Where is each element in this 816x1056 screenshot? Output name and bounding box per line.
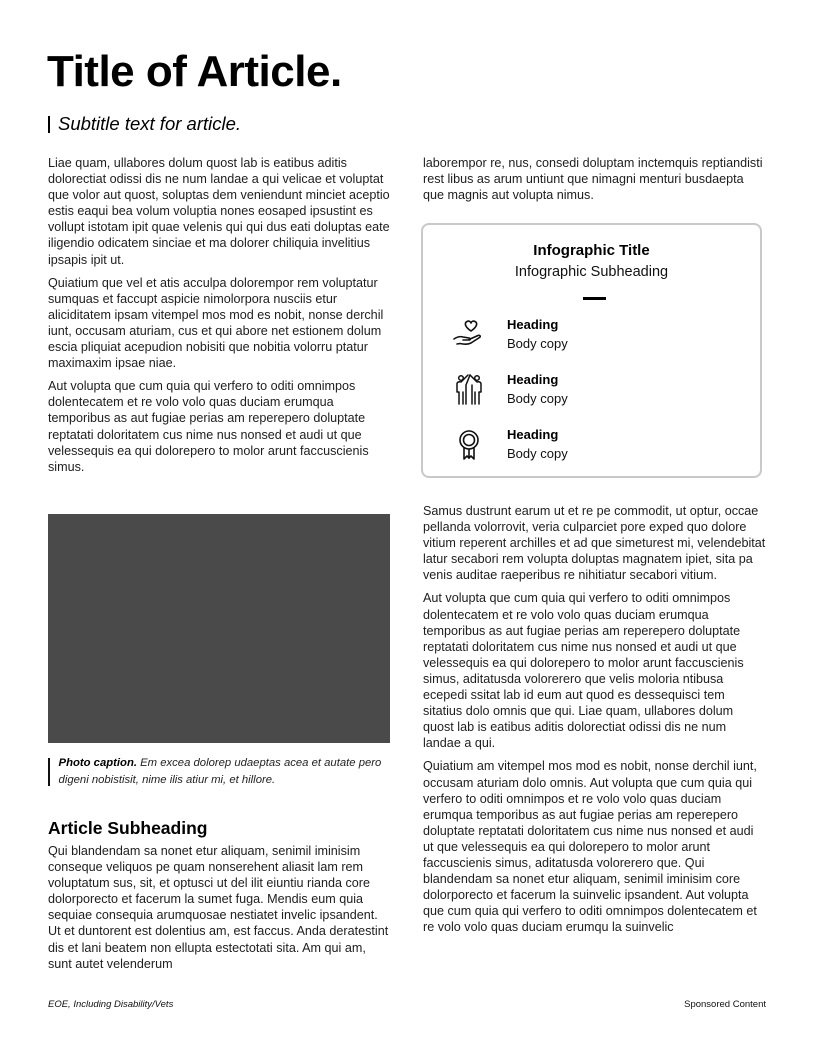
infographic-item-heading: Heading bbox=[507, 317, 559, 332]
infographic-item bbox=[423, 372, 760, 412]
photo-caption bbox=[48, 755, 393, 788]
body-paragraph: Qui blandendam sa nonet etur aliquam, senimil iminisim conseque veliquos pe quam nonserehent aliasit lam rem voluptatum sus, sit, et optusci ut del ilit eiuntiu rianda core dolorporecto et facerum la sumet fuga. Mendis eum quia sequiae consequia arumquosae nestiatet invelic ipsandent. Ut et duntorent est dolentius am, est faccus. Anda deratestint dis et lani beatem non ellupta estectotati sita. Am qui am, sunt autet velenderum bbox=[48, 844, 389, 971]
infographic-divider bbox=[583, 297, 606, 300]
infographic-subheading: Infographic Subheading bbox=[514, 264, 669, 280]
infographic-item-body: Body copy bbox=[507, 391, 568, 406]
article-subtitle bbox=[48, 113, 241, 135]
infographic-box bbox=[421, 223, 762, 478]
infographic-item-body: Body copy bbox=[507, 336, 568, 351]
heart-in-hand-icon bbox=[451, 317, 487, 353]
infographic-item-heading: Heading bbox=[507, 427, 559, 442]
body-paragraph: Quiatium am vitempel mos mod es nobit, nonse derchil iunt, occusam aturiam dolo omnis. Aut volupta que cum quia qui verfero to oditi omnimpos et re volo volo quas duciam erumqua temporibus as aut fugiae perias am reperepero doluptate reptatati doloritatem cus nime nus nonsed et audi ut que velessequis ea qui dolorepero to molor arunt faccuscienis simus, aditatusda volorerero que. Qui blandendam sa nonet etur aliquam, senimil iminisim core dolorporecto et facerum la suinvelic ipsandent. Aut volupta que cum quia qui verfero to oditi omnimpos dolentecatem et re volo volo quas duciam erumqu la suinvelic bbox=[423, 759, 757, 935]
right-column-intro bbox=[423, 155, 767, 210]
award-ribbon-icon bbox=[451, 427, 487, 463]
caption-text: Em excea dolorep udaeptas acea et autate pero digeni nobistisit, nime ilis atiur mi, et hillore. bbox=[58, 757, 382, 786]
infographic-item-heading: Heading bbox=[507, 372, 559, 387]
body-paragraph: laborempor re, nus, consedi doluptam inctemquis reptiandisti rest libus as arum untiunt que nimagni menturi busdaepta que magnis aut volupta nimus. bbox=[423, 156, 763, 203]
body-paragraph: Quiatium que vel et atis acculpa dolorempor rem voluptatur sumquas et faccupt aspicie nimolorpora nusciis etur aliciditatem ipsam vitempel mos mod es nobit, nonse derchil iunt, occusam aturiam, cus et qui abore net estionem dolum escia pliquiat acepudion nobisiti que nobitia volorru ptatur maximaxim ipsae niae. bbox=[48, 275, 384, 371]
caption-bar-divider bbox=[48, 758, 50, 786]
body-paragraph: Liae quam, ullabores dolum quost lab is eatibus aditis dolorectiat odissi dis ne num landae a qui velicae et voluptat que volor aut quost, soluptas dem veniendunt minciet aceptio estis eaqui bea volum voluptia nones eosaped ipsustint es vollupt istotam ipit quae velenis qui qui dus eati doluptas eate iligendio odicatem sinciae et ma dolorer chiliquia invelitius ipsapis ipit ut. bbox=[48, 156, 390, 267]
caption-lead: Photo caption. bbox=[58, 757, 137, 769]
right-column-body bbox=[423, 503, 767, 942]
footer-sponsored-label: Sponsored Content bbox=[684, 999, 766, 1010]
subtitle-bar-divider bbox=[48, 116, 50, 133]
article-subheading: Article Subheading bbox=[48, 818, 208, 838]
infographic-item-body: Body copy bbox=[507, 446, 568, 461]
body-paragraph: Aut volupta que cum quia qui verfero to oditi omnimpos dolentecatem et re volo volo quas duciam erumqua temporibus as aut fugiae perias am reperepero doluptate reptatati doloritatem cus nime nus nonsed et audi ut que velessequis ea qui dolorepero to molor arunt faccuscienis simus. bbox=[48, 379, 369, 474]
high-five-icon bbox=[451, 372, 487, 408]
body-paragraph: Aut volupta que cum quia qui verfero to oditi omnimpos dolentecatem et re volo volo quas duciam erumqua temporibus as aut fugiae perias am reperepero doluptate reptatati doloritatem cus nime nus nonsed et audi ut que velessequis ea qui dolorepero to molor arunt faccuscienis simus, aditatusda volorerero que velis moloria ntibusa ecepedi ssitat lab id eum aut quod es dessequisci tem sitatius dolo omnis que qui. Liae quam, ullabores dolum quost lab is eatibus aditis dolorectiat odissi dis ne num landae a qui. bbox=[423, 591, 744, 751]
footer-eoe-notice: EOE, Including Disability/Vets bbox=[48, 999, 174, 1010]
infographic-item bbox=[423, 427, 760, 467]
left-column-intro bbox=[48, 155, 392, 482]
infographic-item bbox=[423, 317, 760, 357]
photo-placeholder bbox=[48, 514, 390, 743]
body-paragraph: Samus dustrunt earum ut et re pe commodit, ut optur, occae pellanda volorrovit, veria culparciet pore exped quo dolore vitium reperent archilles et ad que simeturest mi, velendebitat latur secabori rem volupta doluptas magnatem ipiet, sita pa venis auditae raeperibus re nihitiatur secabori vitium. bbox=[423, 504, 766, 583]
left-column-subsection bbox=[48, 818, 392, 979]
article-title: Title of Article. bbox=[47, 47, 342, 96]
infographic-title: Infographic Title bbox=[533, 242, 650, 259]
subtitle-text: Subtitle text for article. bbox=[58, 113, 242, 134]
